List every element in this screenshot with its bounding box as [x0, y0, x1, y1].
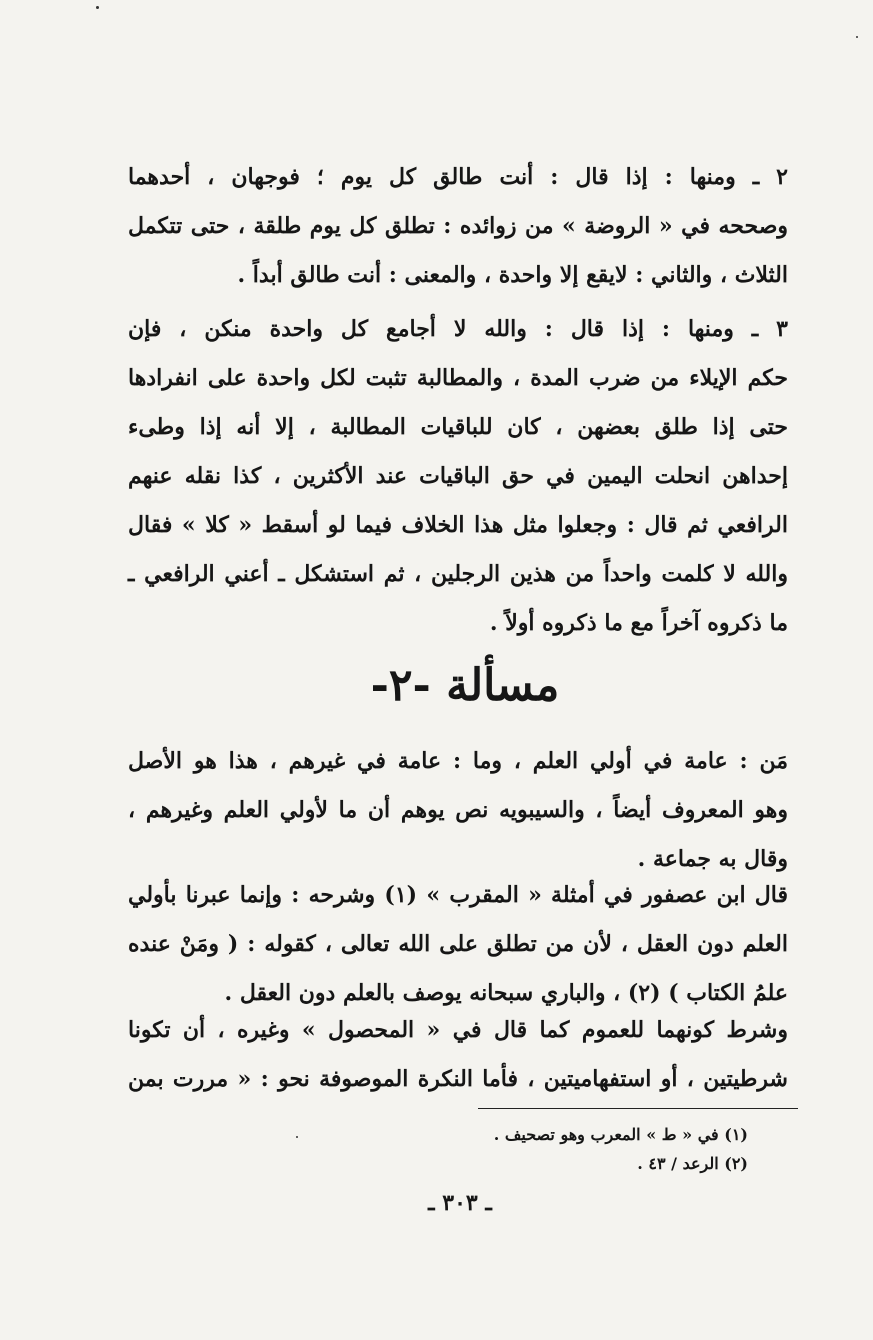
footnote-1: (١) في « ط » المعرب وهو تصحيف . [493, 1125, 748, 1144]
text-line: وشرط كونهما للعموم كما قال في « المحصول » وغيره ، أن تكونا [128, 1017, 788, 1043]
scan-speck [856, 36, 858, 38]
paragraph-ibn-usfur [128, 871, 788, 1018]
text-line: الرافعي ثم قال : وجعلوا مثل هذا الخلاف فيما لو أسقط « كلا » فقال [128, 512, 788, 538]
text-line: ٣ ـ ومنها : إذا قال : والله لا أجامع كل واحدة منكن ، فإن [128, 316, 788, 342]
text-line: والله لا كلمت واحداً من هذين الرجلين ، ثم استشكل ـ أعني الرافعي ـ [128, 561, 788, 587]
text-line: العلم دون العقل ، لأن من تطلق على الله تعالى ، كقوله : ( ومَنْ عنده [128, 931, 788, 957]
text-line: مَن : عامة في أولي العلم ، وما : عامة في غيرهم ، هذا هو الأصل [128, 748, 788, 774]
page-number: ـ ٣٠٣ ـ [428, 1190, 492, 1216]
footnotes [328, 1120, 748, 1178]
footnote-divider [478, 1108, 798, 1109]
text-line: حتى إذا طلق بعضهن ، كان للباقيات المطالبة ، إلا أنه إذا وطىء [128, 414, 788, 440]
text-line: الثلاث ، والثاني : لايقع إلا واحدة ، والمعنى : أنت طالق أبداً . [237, 262, 788, 288]
paragraph-item-2 [128, 153, 788, 300]
text-line: وقال به جماعة . [637, 846, 788, 872]
text-line: ما ذكروه آخراً مع ما ذكروه أولاً . [489, 610, 788, 636]
text-line: وصححه في « الروضة » من زوائده : تطلق كل يوم طلقة ، حتى تتكمل [128, 213, 788, 239]
text-line: ٢ ـ ومنها : إذا قال : أنت طالق كل يوم ؛ فوجهان ، أحدهما [128, 164, 788, 190]
paragraph-man-ma [128, 737, 788, 884]
scan-speck [296, 1136, 298, 1138]
text-line: حكم الإيلاء من ضرب المدة ، والمطالبة تثبت لكل واحدة على انفرادها [128, 365, 788, 391]
scan-speck [96, 6, 99, 9]
text-line: وهو المعروف أيضاً ، والسيبويه نص يوهم أن ما لأولي العلم وغيرهم ، [128, 797, 788, 823]
text-line: قال ابن عصفور في أمثلة « المقرب » (١) وشرحه : وإنما عبرنا بأولي [128, 882, 789, 908]
footnote-2: (٢) الرعد / ٤٣ . [637, 1154, 748, 1173]
paragraph-conditions [128, 1006, 788, 1104]
text-line: شرطيتين ، أو استفهاميتين ، فأما النكرة الموصوفة نحو : « مررت بمن [128, 1066, 788, 1092]
text-line: إحداهن انحلت اليمين في حق الباقيات عند الأكثرين ، كذا نقله عنهم [128, 463, 788, 489]
paragraph-item-3 [128, 305, 788, 648]
section-heading: مسألة -٢- [370, 660, 560, 711]
text-line: علمُ الكتاب ) (٢) ، والباري سبحانه يوصف بالعلم دون العقل . [224, 980, 788, 1006]
